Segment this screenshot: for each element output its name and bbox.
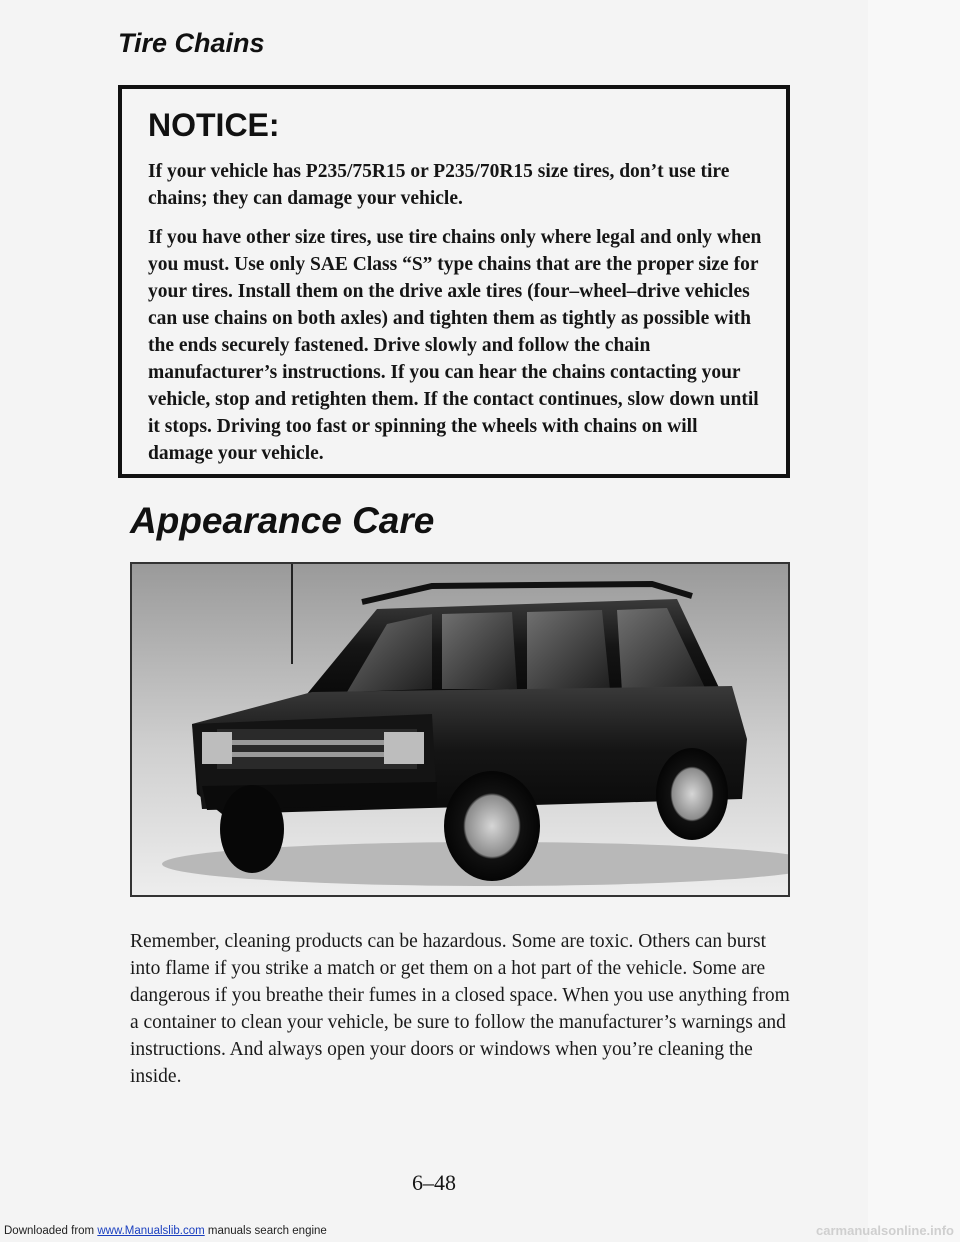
vehicle-photo xyxy=(130,562,790,897)
notice-paragraph-1: If your vehicle has P235/75R15 or P235/70R15 size tires, don’t use tire chains; they can damage your vehicle. xyxy=(148,161,730,209)
page-margin xyxy=(868,0,960,1242)
section-title-tire-chains: Tire Chains xyxy=(118,28,265,58)
download-footer xyxy=(0,1222,960,1242)
notice-heading: NOTICE: xyxy=(148,107,280,143)
manualslib-link[interactable]: www.Manualslib.com xyxy=(97,1225,205,1237)
footer-text xyxy=(4,1225,327,1237)
notice-box xyxy=(118,85,790,478)
footer-suffix: manuals search engine xyxy=(204,1225,327,1237)
page-number: 6–48 xyxy=(412,1170,456,1195)
notice-paragraph-2: If you have other size tires, use tire chains only where legal and only when you must. Use only SAE Class “S” type chains that are the proper size for your tires. Install them on the drive axle tires (four–wheel–drive vehicles can use chains on both axles) and tighten them as tightly as possible with the ends securely fastened. Drive slowly and follow the chain manufacturer’s instructions. If you can hear the chains contacting your vehicle, stop and retighten them. If the contact continues, slow down until it stops. Driving too fast or spinning the wheels with chains on will damage your vehicle. xyxy=(148,227,762,464)
section-title-appearance-care: Appearance Care xyxy=(130,500,435,541)
footer-prefix: Downloaded from xyxy=(4,1225,98,1237)
watermark: carmanualsonline.info xyxy=(816,1223,954,1238)
appearance-care-paragraph: Remember, cleaning products can be hazardous. Some are toxic. Others can burst into flame if you strike a match or get them on a hot part of the vehicle. Some are dangerous if you breathe their fumes in a closed space. When you use anything from a container to clean your vehicle, be sure to follow the manufacturer’s warnings and instructions. And always open your doors or windows when you’re cleaning the inside. xyxy=(130,931,790,1087)
